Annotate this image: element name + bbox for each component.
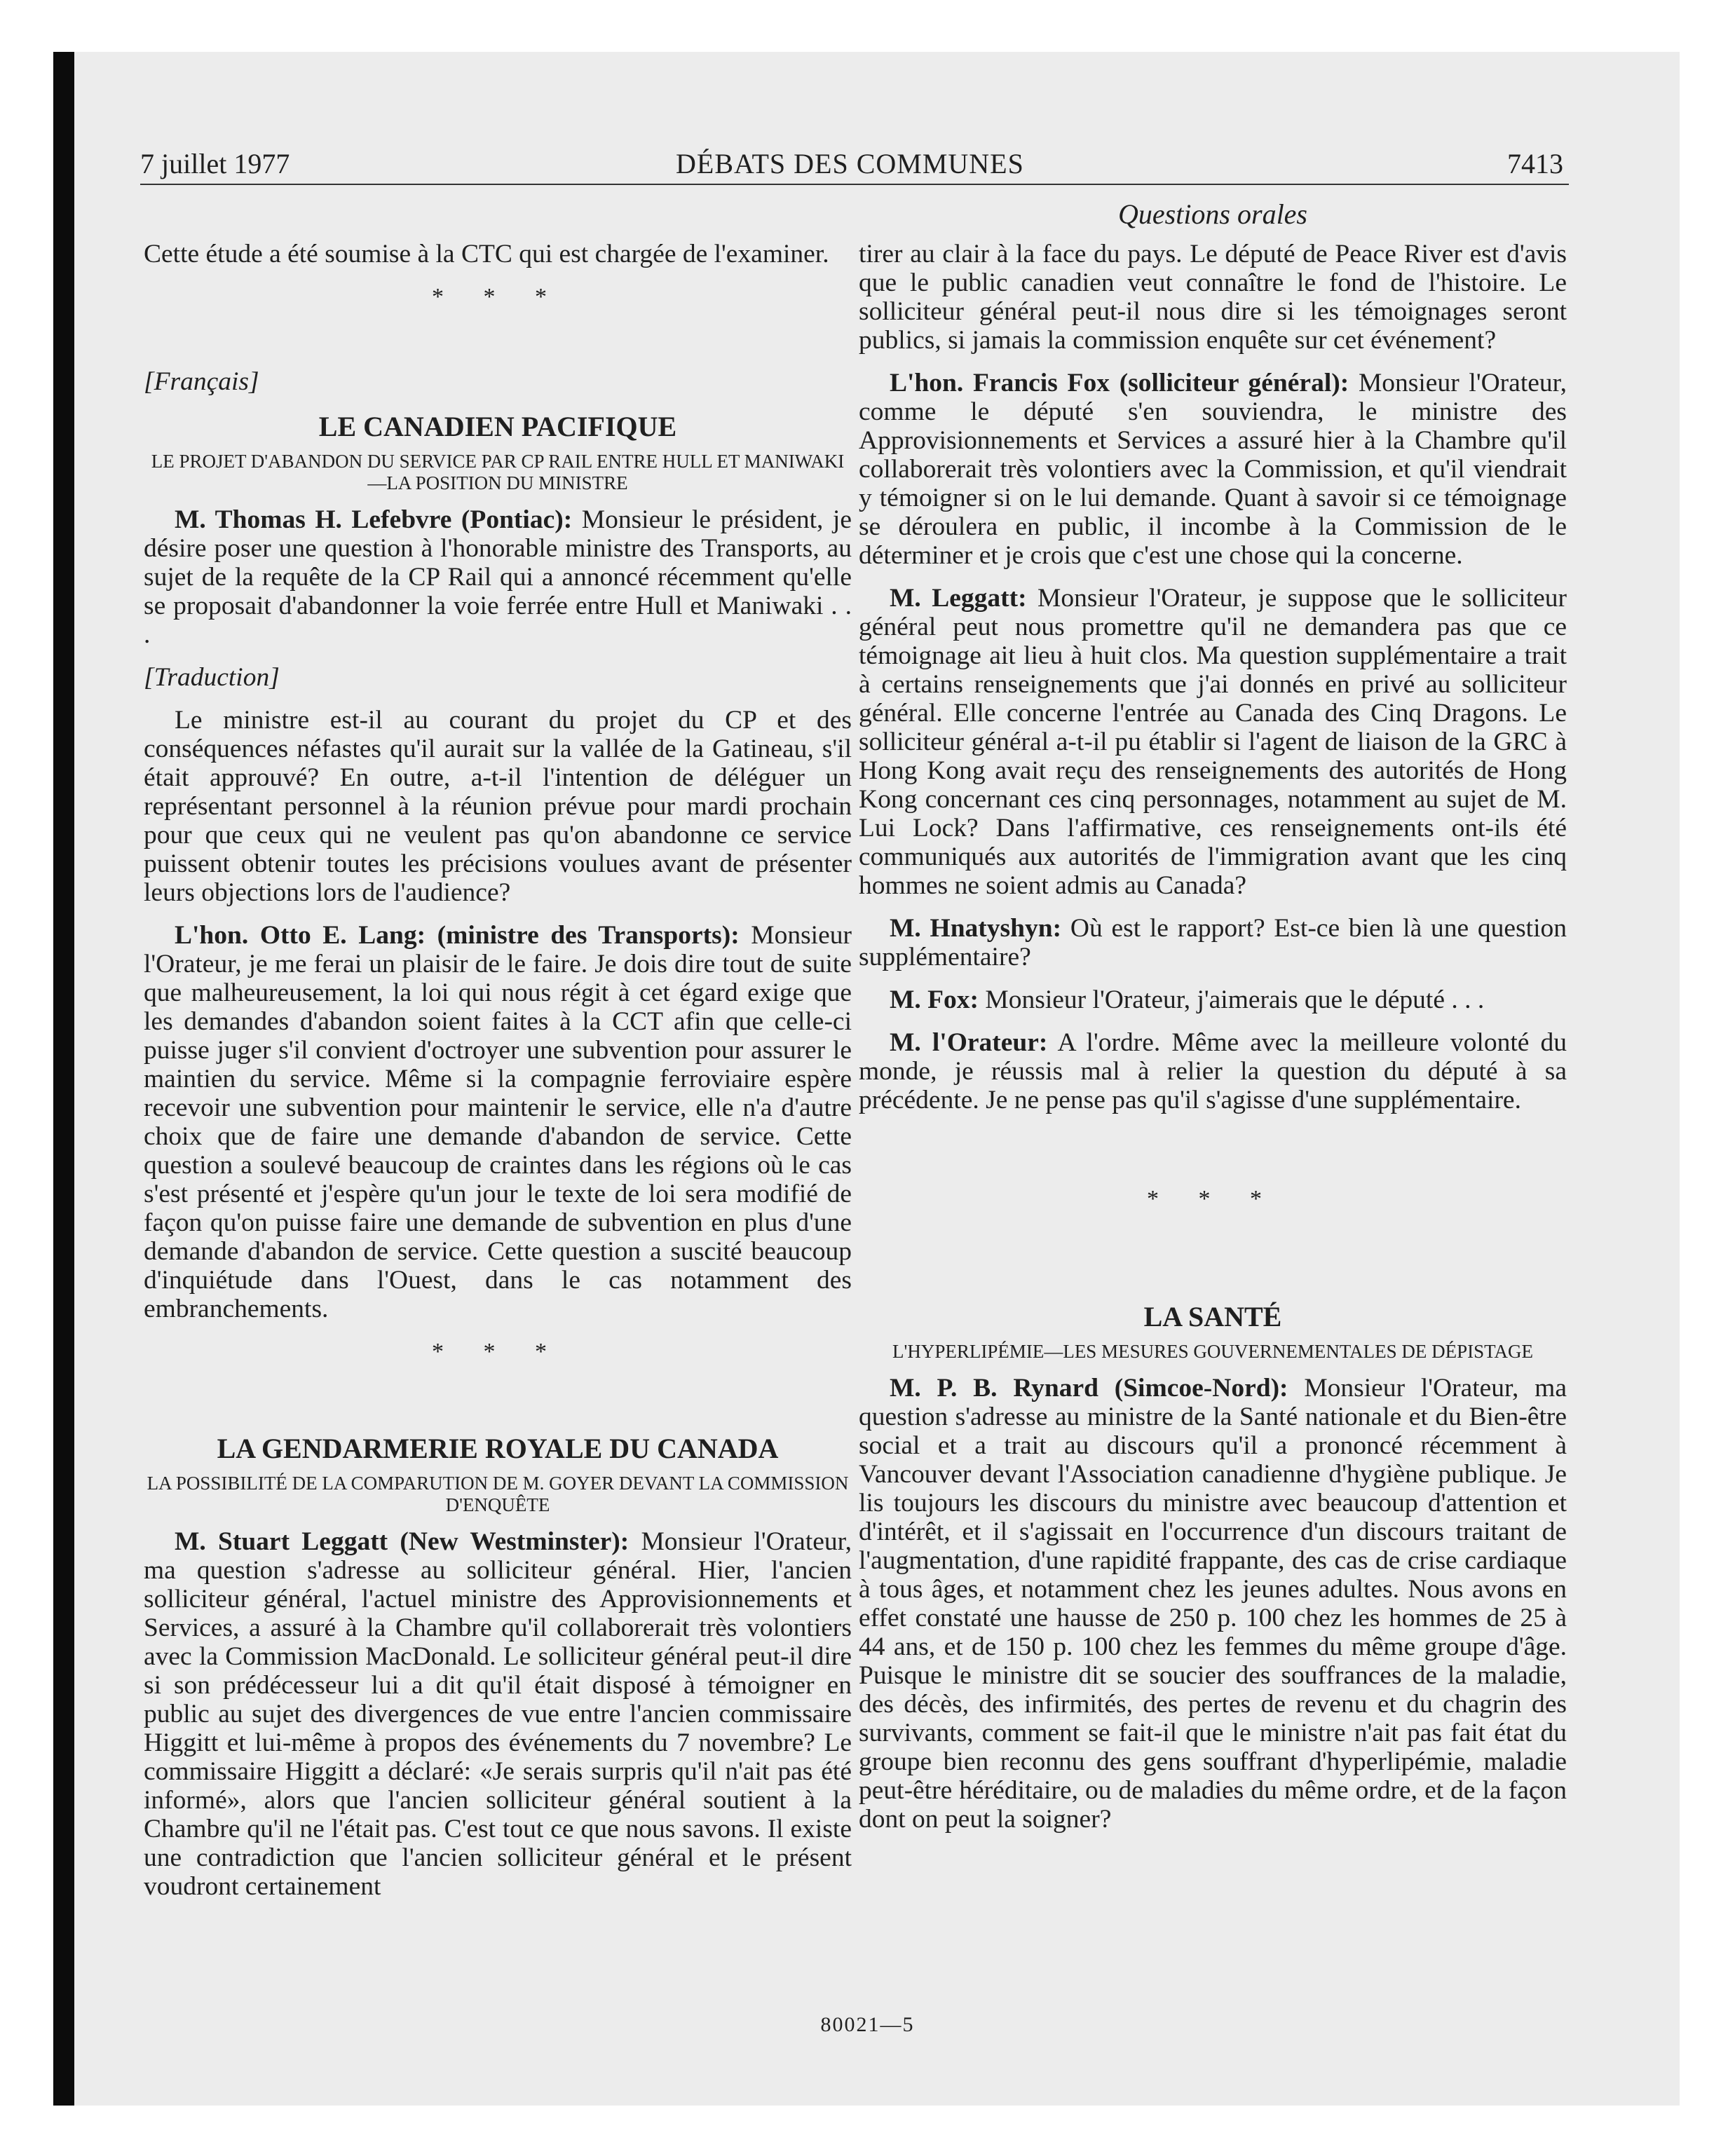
speech-text: Monsieur l'Orateur, je suppose que le solliciteur général peut nous promettre qu'il ne demandera pas que ce témoignage ait lieu à huit clos. Ma question supplémentaire a trait à certains renseignements que j'ai donnés en privé au solliciteur général. Elle concerne l'entrée au Canada des Cinq Dragons. Le solliciteur général a-t-il pu établir si l'agent de liaison de la GRC à Hong Kong avait reçu des renseignements des autorités de Hong Kong concernant ces cinq personnages, notamment au sujet de M. Lui Lock? Dans l'affirmative, ces renseignements ont-ils été communiqués aux autorités de l'immigration avant que les cinq hommes ne soient admis au Canada?	[859, 584, 1567, 900]
speech-text: Monsieur l'Orateur, je me ferai un plaisir de le faire. Je dois dire tout de suite que malheureusement, la loi qui nous régit à cet égard exige que les demandes d'abandon soient faites à la CCT afin que celle-ci puisse juger s'il convient d'octroyer une subvention pour assurer le maintien du service. Même si la compagnie ferroviaire espère recevoir une subvention pour maintenir le service, elle n'a d'autre choix que de faire une demande d'abandon de service. Cette question a soulevé beaucoup de craintes dans les régions où le cas s'est présenté et j'espère qu'un jour le texte de loi sera modifié de façon qu'on puisse faire une demande de subvention en plus d'une demande d'abandon de service. Cette question a suscité beaucoup d'inquiétude dans l'Ouest, dans le cas notamment des embranchements.	[144, 921, 852, 1323]
paragraph-lang	[144, 921, 852, 1323]
paragraph-lefebvre-2: Le ministre est-il au courant du projet du CP et des conséquences néfastes qu'il aurait sur la vallée de la Gatineau, s'il était approuvé? En outre, a-t-il l'intention de déléguer un représentant personnel à la réunion prévue pour mardi prochain pour que ceux qui ne veulent pas qu'on abandonne ce service puissent obtenir toutes les précisions voulues avant de présenter leurs objections lors de l'audience?	[144, 706, 852, 907]
separator-stars: * * *	[432, 1339, 564, 1365]
speaker-name: L'hon. Otto E. Lang: (ministre des Transports):	[175, 921, 740, 950]
section-subheading: LA POSSIBILITÉ DE LA COMPARUTION DE M. GOYER DEVANT LA COMMISSION D'ENQUÊTE	[147, 1473, 849, 1515]
paragraph-fox-2	[859, 985, 1567, 1014]
speech-text: A l'ordre. Même avec la meilleure volonté du monde, je réussis mal à relier la question du député à sa précédente. Je ne pense pas qu'il s'agisse d'une supplémentaire.	[859, 1028, 1567, 1114]
section-subheading: LE PROJET D'ABANDON DU SERVICE PAR CP RAIL ENTRE HULL ET MANIWAKI—LA POSITION DU MINISTRE	[151, 451, 845, 493]
footer-code: 80021—5	[820, 2013, 915, 2036]
paragraph-fox	[859, 369, 1567, 570]
separator-stars: * * *	[432, 284, 564, 310]
header-page-number: 7413	[1507, 148, 1563, 179]
speaker-name: M. Thomas H. Lefebvre (Pontiac):	[175, 505, 573, 534]
paragraph-continued: tirer au clair à la face du pays. Le député de Peace River est d'avis que le public canadien veut connaître le fond de l'histoire. Le solliciteur général peut-il nous dire si les témoignages seront publics, si jamais la commission enquête sur cet événement?	[859, 240, 1567, 355]
speech-text: Monsieur l'Orateur, j'aimerais que le député . . .	[979, 985, 1485, 1014]
section-heading: LA SANTÉ	[1143, 1301, 1282, 1332]
section-subheading: L'HYPERLIPÉMIE—LES MESURES GOUVERNEMENTALES DE DÉPISTAGE	[892, 1341, 1534, 1362]
paragraph-orateur	[859, 1028, 1567, 1114]
language-tag: [Traduction]	[144, 663, 280, 692]
header-rule	[140, 184, 1569, 185]
speaker-name: M. l'Orateur:	[890, 1028, 1048, 1057]
speaker-name: M. Hnatyshyn:	[890, 914, 1062, 943]
speech-text: Monsieur le président, je désire poser une question à l'honorable ministre des Transports, au sujet de la requête de la CP Rail qui a annoncé récemment qu'elle se proposait d'abandonner la voie ferrée entre Hull et Maniwaki . . .	[144, 505, 852, 649]
scan-edge-bar	[53, 52, 74, 2106]
speech-text: Où est le rapport? Est-ce bien là une question supplémentaire?	[859, 914, 1567, 971]
speech-text: Monsieur l'Orateur, ma question s'adresse au ministre de la Santé nationale et du Bien-être social et a trait au discours qu'il a prononcé récemment à Vancouver devant l'Association canadienne d'hygiène publique. Je lis toujours les discours du ministre avec beaucoup d'attention et d'intérêt, et il s'agissait en l'occurrence d'un discours traitant de l'augmentation, d'une rapidité frappante, des cas de crise cardiaque à tous âges, et notamment chez les jeunes adultes. Nous avons en effet constaté une hausse de 250 p. 100 chez les hommes de 25 à 44 ans, et de 150 p. 100 chez les femmes du même groupe d'âge. Puisque le ministre dit se soucier des souffrances de la maladie, des décès, des infirmités, des pertes de revenu et du chagrin des survivants, comment se fait-il que le ministre n'ait pas fait état du groupe bien reconnu des gens souffrant d'hyperlipémie, maladie peut-être héréditaire, ou de maladies du même ordre, et de la façon dont on peut la soigner?	[859, 1374, 1567, 1834]
speech-text: Monsieur l'Orateur, comme le député s'en souviendra, le ministre des Approvisionnements et Services a assuré hier à la Chambre qu'il collaborerait très volontiers avec la Commission, et qu'il viendrait y témoigner si on le lui demande. Quant à savoir si ce témoignage se déroulera en public, il incombe à la Commission de le déterminer et je crois que c'est une chose qui la concerne.	[859, 369, 1567, 570]
speaker-name: M. Fox:	[890, 985, 979, 1014]
paragraph-hnatyshyn	[859, 914, 1567, 971]
speaker-name: M. P. B. Rynard (Simcoe-Nord):	[890, 1374, 1288, 1403]
left-column	[144, 240, 852, 1915]
speaker-name: L'hon. Francis Fox (solliciteur général):	[890, 369, 1349, 397]
separator-stars: * * *	[1147, 1186, 1279, 1212]
section-heading: LA GENDARMERIE ROYALE DU CANADA	[217, 1433, 779, 1464]
speech-text: Monsieur l'Orateur, ma question s'adresse au solliciteur général. Hier, l'ancien solliciteur général, l'actuel ministre des Approvisionnements et Services, a assuré à la Chambre qu'il collaborerait très volontiers avec la Commission MacDonald. Le solliciteur général peut-il dire si son prédécesseur lui a dit qu'il était disposé à témoigner en public au sujet des divergences de vue entre l'ancien commissaire Higgitt et lui-même à propos des événements du 7 novembre? Le commissaire Higgitt a déclaré: «Je serais surpris qu'il n'ait pas été informé», alors que l'ancien solliciteur général soutient à la Chambre qu'il ne l'était pas. C'est tout ce que nous savons. Il existe une contradiction que l'ancien solliciteur général et le présent voudront certainement	[144, 1527, 852, 1901]
language-tag: [Français]	[144, 367, 259, 396]
paragraph-intro: Cette étude a été soumise à la CTC qui est chargée de l'examiner.	[144, 240, 829, 268]
paragraph-lefebvre	[144, 505, 852, 649]
header-date: 7 juillet 1977	[140, 148, 290, 179]
section-label: Questions orales	[1118, 198, 1307, 230]
paragraph-rynard	[859, 1374, 1567, 1834]
speaker-name: M. Stuart Leggatt (New Westminster):	[175, 1527, 630, 1556]
header-title: DÉBATS DES COMMUNES	[676, 148, 1024, 179]
paragraph-leggatt	[144, 1527, 852, 1901]
section-heading: LE CANADIEN PACIFIQUE	[318, 411, 677, 442]
paragraph-leggatt-2	[859, 584, 1567, 900]
right-column	[859, 240, 1567, 1848]
speaker-name: M. Leggatt:	[890, 584, 1027, 613]
